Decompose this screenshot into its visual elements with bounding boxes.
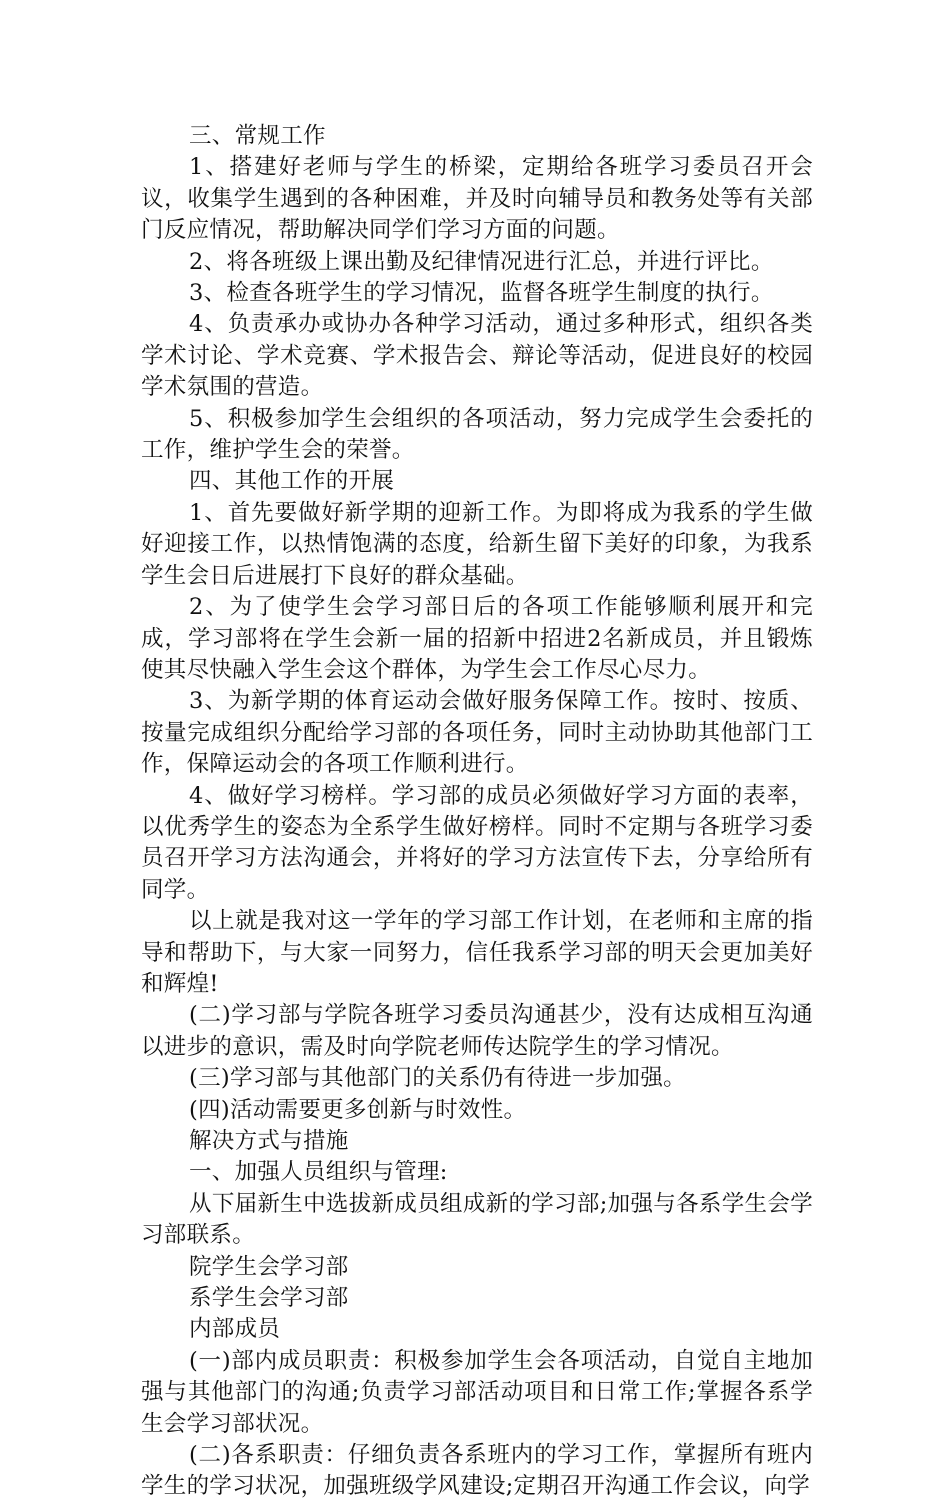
paragraph: 1、首先要做好新学期的迎新工作。为即将成为我系的学生做好迎接工作，以热情饱满的态度，给新生留下美好的印象，为我系学生会日后进展打下良好的群众基础。 xyxy=(141,499,813,589)
section-heading-solutions: 解决方式与措施 xyxy=(189,1128,349,1154)
paragraph: 4、做好学习榜样。学习部的成员必须做好学习方面的表率，以优秀学生的姿态为全系学生做好榜样。同时不定期与各班学习委员召开学习方法沟通会，并将好的学习方法宣传下去，分享给所有同学。 xyxy=(141,782,813,903)
org-line: 院学生会学习部 xyxy=(189,1253,349,1280)
paragraph: (二)学习部与学院各班学习委员沟通甚少，没有达成相互沟通以进步的意识，需及时向学院老师传达院学生的学习情况。 xyxy=(141,1002,813,1060)
paragraph: 5、积极参加学生会组织的各项活动，努力完成学生会委托的工作，维护学生会的荣誉。 xyxy=(141,405,813,464)
paragraph: 4、负责承办或协办各种学习活动，通过多种形式，组织各类学术讨论、学术竞赛、学术报告会、辩论等活动，促进良好的校园学术氛围的营造。 xyxy=(141,311,813,401)
document-body xyxy=(141,121,813,1503)
paragraph: (三)学习部与其他部门的关系仍有待进一步加强。 xyxy=(189,1065,686,1092)
paragraph: 一、加强人员组织与管理: xyxy=(189,1159,448,1186)
paragraph: 从下届新生中选拔新成员组成新的学习部;加强与各系学生会学习部联系。 xyxy=(141,1190,813,1249)
paragraph: 以上就是我对这一学年的学习部工作计划，在老师和主席的指导和帮助下，与大家一同努力，信任我系学习部的明天会更加美好和辉煌! xyxy=(141,908,813,997)
paragraph: (四)活动需要更多创新与时效性。 xyxy=(189,1096,527,1123)
section-heading-other-work: 四、其他工作的开展 xyxy=(189,468,395,495)
paragraph: (二)各系职责：仔细负责各系班内的学习工作，掌握所有班内学生的学习状况，加强班级学风建设;定期召开沟通工作会议，向学 xyxy=(141,1442,813,1500)
org-line: 系学生会学习部 xyxy=(189,1285,349,1312)
section-heading-routine-work: 三、常规工作 xyxy=(189,123,326,149)
paragraph: 2、为了使学生会学习部日后的各项工作能够顺利展开和完成，学习部将在学生会新一届的招新中招进2名新成员，并且锻炼使其尽快融入学生会这个群体，为学生会工作尽心尽力。 xyxy=(141,594,813,683)
paragraph: 1、搭建好老师与学生的桥梁，定期给各班学习委员召开会议，收集学生遇到的各种困难，并及时向辅导员和教务处等有关部门反应情况，帮助解决同学们学习方面的问题。 xyxy=(141,154,813,244)
paragraph: 2、将各班级上课出勤及纪律情况进行汇总，并进行评比。 xyxy=(189,248,774,275)
paragraph: (一)部内成员职责：积极参加学生会各项活动，自觉自主地加强与其他部门的沟通;负责学习部活动项目和日常工作;掌握各系学生会学习部状况。 xyxy=(141,1347,813,1437)
paragraph: 3、检查各班学生的学习情况，监督各班学生制度的执行。 xyxy=(189,280,774,307)
paragraph: 3、为新学期的体育运动会做好服务保障工作。按时、按质、按量完成组织分配给学习部的各项任务，同时主动协助其他部门工作，保障运动会的各项工作顺利进行。 xyxy=(141,688,813,778)
org-line: 内部成员 xyxy=(189,1316,281,1343)
